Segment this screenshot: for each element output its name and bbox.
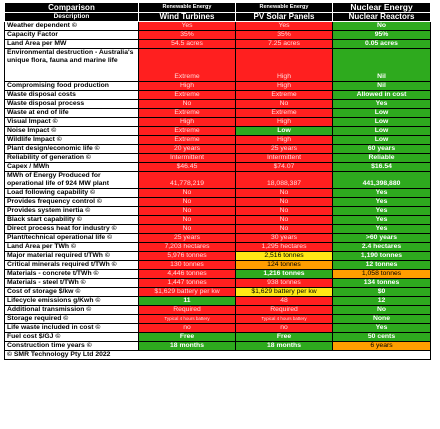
solar-value: Free bbox=[236, 333, 333, 342]
row-description: Lifecycle emissions g/Kwh © bbox=[5, 297, 139, 306]
nuclear-value: Low bbox=[333, 127, 431, 136]
table-row bbox=[5, 306, 431, 315]
table-row bbox=[5, 118, 431, 127]
row-description: Provides system inertia © bbox=[5, 207, 139, 216]
row-description: Storage required © bbox=[5, 315, 139, 324]
wind-value: 54.5 acres bbox=[139, 40, 236, 49]
solar-value: High bbox=[236, 49, 333, 82]
nuclear-value: 95% bbox=[333, 31, 431, 40]
header-row-category bbox=[5, 3, 431, 13]
nuclear-value: Allowed in cost bbox=[333, 91, 431, 100]
table-row bbox=[5, 297, 431, 306]
nuclear-value: 50 cents bbox=[333, 333, 431, 342]
nuclear-value: None bbox=[333, 315, 431, 324]
table-row bbox=[5, 145, 431, 154]
table-row bbox=[5, 127, 431, 136]
solar-value: 25 years bbox=[236, 145, 333, 154]
header-wind-turbines: Wind Turbines bbox=[139, 13, 236, 22]
solar-value: Low bbox=[236, 127, 333, 136]
solar-value: no bbox=[236, 324, 333, 333]
table-row bbox=[5, 91, 431, 100]
nuclear-value: Yes bbox=[333, 207, 431, 216]
wind-value: Intermittent bbox=[139, 154, 236, 163]
row-description: Cost of storage $/kw © bbox=[5, 288, 139, 297]
nuclear-value: Yes bbox=[333, 198, 431, 207]
nuclear-value: Nil bbox=[333, 82, 431, 91]
row-description: MWh of Energy Produced for operational life of 924 MW plant bbox=[5, 172, 139, 189]
wind-value: No bbox=[139, 207, 236, 216]
nuclear-value: Low bbox=[333, 118, 431, 127]
wind-value: Extreme bbox=[139, 91, 236, 100]
row-description: Waste disposal costs bbox=[5, 91, 139, 100]
nuclear-value: Yes bbox=[333, 189, 431, 198]
nuclear-value: 1,190 tonnes bbox=[333, 252, 431, 261]
nuclear-value: Yes bbox=[333, 216, 431, 225]
wind-value: $46.45 bbox=[139, 163, 236, 172]
nuclear-value: No bbox=[333, 22, 431, 31]
solar-value: Extreme bbox=[236, 109, 333, 118]
solar-value: 35% bbox=[236, 31, 333, 40]
wind-value: Extreme bbox=[139, 109, 236, 118]
table-row bbox=[5, 163, 431, 172]
header-row-technology bbox=[5, 13, 431, 22]
wind-value: 18 months bbox=[139, 342, 236, 351]
solar-value: 1,295 hectares bbox=[236, 243, 333, 252]
wind-value: No bbox=[139, 189, 236, 198]
row-description: Weather dependent © bbox=[5, 22, 139, 31]
table-row bbox=[5, 225, 431, 234]
nuclear-value: 441,398,880 bbox=[333, 172, 431, 189]
solar-value: Typical 4 hours battery bbox=[236, 315, 333, 324]
wind-value: High bbox=[139, 82, 236, 91]
header-renewable-energy-solar: Renewable Energy bbox=[236, 3, 333, 13]
solar-value: 30 years bbox=[236, 234, 333, 243]
table-row bbox=[5, 198, 431, 207]
row-description: Critical minerals required t/TWh © bbox=[5, 261, 139, 270]
nuclear-value: Nil bbox=[333, 49, 431, 82]
row-description: Capex / MWh bbox=[5, 163, 139, 172]
comparison-table-container bbox=[4, 2, 431, 360]
nuclear-value: $0 bbox=[333, 288, 431, 297]
header-nuclear-reactors: Nuclear Reactors bbox=[333, 13, 431, 22]
row-description: Life waste included in cost © bbox=[5, 324, 139, 333]
wind-value: 35% bbox=[139, 31, 236, 40]
table-row bbox=[5, 270, 431, 279]
solar-value: High bbox=[236, 118, 333, 127]
row-description: Land Area per TWh © bbox=[5, 243, 139, 252]
nuclear-value: No bbox=[333, 306, 431, 315]
nuclear-value: $16.54 bbox=[333, 163, 431, 172]
solar-value: 7.25 acres bbox=[236, 40, 333, 49]
wind-value: 130 tonnes bbox=[139, 261, 236, 270]
wind-value: 1,447 tonnes bbox=[139, 279, 236, 288]
solar-value: High bbox=[236, 136, 333, 145]
header-renewable-energy-wind: Renewable Energy bbox=[139, 3, 236, 13]
header-nuclear-energy: Nuclear Energy bbox=[333, 3, 431, 13]
wind-value: 5,976 tonnes bbox=[139, 252, 236, 261]
nuclear-value: 6 years bbox=[333, 342, 431, 351]
table-row bbox=[5, 82, 431, 91]
table-row bbox=[5, 207, 431, 216]
wind-value: Required bbox=[139, 306, 236, 315]
wind-value: 20 years bbox=[139, 145, 236, 154]
table-row bbox=[5, 189, 431, 198]
comparison-table bbox=[4, 2, 431, 360]
row-description: Waste disposal process bbox=[5, 100, 139, 109]
row-description: Plant/technical operational life © bbox=[5, 234, 139, 243]
table-row bbox=[5, 288, 431, 297]
solar-value: Intermittent bbox=[236, 154, 333, 163]
solar-value: 18 months bbox=[236, 342, 333, 351]
row-description: Construction time years © bbox=[5, 342, 139, 351]
wind-value: 7,203 hectares bbox=[139, 243, 236, 252]
table-row bbox=[5, 342, 431, 351]
row-description: Load following capability © bbox=[5, 189, 139, 198]
table-row bbox=[5, 234, 431, 243]
nuclear-value: Low bbox=[333, 136, 431, 145]
nuclear-value: 60 years bbox=[333, 145, 431, 154]
nuclear-value: Yes bbox=[333, 225, 431, 234]
row-description: Capacity Factor bbox=[5, 31, 139, 40]
nuclear-value: Yes bbox=[333, 100, 431, 109]
row-description: Black start capability © bbox=[5, 216, 139, 225]
wind-value: 11 bbox=[139, 297, 236, 306]
solar-value: No bbox=[236, 225, 333, 234]
wind-value: Typical 4 hours battery bbox=[139, 315, 236, 324]
wind-value: No bbox=[139, 216, 236, 225]
nuclear-value: Reliable bbox=[333, 154, 431, 163]
wind-value: Free bbox=[139, 333, 236, 342]
wind-value: $1,629 battery per kw bbox=[139, 288, 236, 297]
table-row bbox=[5, 22, 431, 31]
row-description: Major material required t/TWh © bbox=[5, 252, 139, 261]
table-row bbox=[5, 216, 431, 225]
row-description: Waste at end of life bbox=[5, 109, 139, 118]
row-description: Environmental destruction - Australia's unique flora, fauna and marine life bbox=[5, 49, 139, 82]
solar-value: 124 tonnes bbox=[236, 261, 333, 270]
row-description: Visual Impact © bbox=[5, 118, 139, 127]
wind-value: Extreme bbox=[139, 136, 236, 145]
table-row bbox=[5, 333, 431, 342]
row-description: Reliability of generation © bbox=[5, 154, 139, 163]
row-description: Materials - steel t/TWh © bbox=[5, 279, 139, 288]
solar-value: No bbox=[236, 207, 333, 216]
row-description: Additional transmission © bbox=[5, 306, 139, 315]
solar-value: Yes bbox=[236, 22, 333, 31]
table-row bbox=[5, 243, 431, 252]
table-row bbox=[5, 172, 431, 189]
wind-value: no bbox=[139, 324, 236, 333]
table-row bbox=[5, 324, 431, 333]
solar-value: 1,216 tonnes bbox=[236, 270, 333, 279]
wind-value: Yes bbox=[139, 22, 236, 31]
copyright-footer: © SMR Technology Pty Ltd 2022 bbox=[5, 351, 431, 360]
nuclear-value: 12 bbox=[333, 297, 431, 306]
comparison-table-body bbox=[5, 22, 431, 351]
wind-value: No bbox=[139, 198, 236, 207]
wind-value: No bbox=[139, 225, 236, 234]
table-row bbox=[5, 252, 431, 261]
row-description: Materials - concrete t/TWh © bbox=[5, 270, 139, 279]
nuclear-value: Low bbox=[333, 109, 431, 118]
row-description: Plant design/economic life © bbox=[5, 145, 139, 154]
solar-value: High bbox=[236, 82, 333, 91]
footer-row bbox=[5, 351, 431, 360]
nuclear-value: 1,058 tonnes bbox=[333, 270, 431, 279]
wind-value: Extreme bbox=[139, 49, 236, 82]
table-row bbox=[5, 154, 431, 163]
solar-value: 938 tonnes bbox=[236, 279, 333, 288]
table-row bbox=[5, 109, 431, 118]
header-comparison: Comparison bbox=[5, 3, 139, 13]
row-description: Land Area per MW bbox=[5, 40, 139, 49]
nuclear-value: 12 tonnes bbox=[333, 261, 431, 270]
wind-value: No bbox=[139, 100, 236, 109]
wind-value: 4,446 tonnes bbox=[139, 270, 236, 279]
solar-value: 2,516 tonnes bbox=[236, 252, 333, 261]
row-description: Compromising food production bbox=[5, 82, 139, 91]
wind-value: 25 years bbox=[139, 234, 236, 243]
wind-value: 41,778,219 bbox=[139, 172, 236, 189]
solar-value: No bbox=[236, 198, 333, 207]
table-row bbox=[5, 315, 431, 324]
table-row bbox=[5, 49, 431, 82]
row-description: Noise Impact © bbox=[5, 127, 139, 136]
header-pv-solar-panels: PV Solar Panels bbox=[236, 13, 333, 22]
row-description: Wildlife Impact © bbox=[5, 136, 139, 145]
row-description: Fuel cost $/GJ © bbox=[5, 333, 139, 342]
row-description: Direct process heat for industry © bbox=[5, 225, 139, 234]
table-row bbox=[5, 279, 431, 288]
solar-value: 18,088,387 bbox=[236, 172, 333, 189]
table-row bbox=[5, 100, 431, 109]
solar-value: $74.07 bbox=[236, 163, 333, 172]
solar-value: $1,629 battery per kw bbox=[236, 288, 333, 297]
header-description: Description bbox=[5, 13, 139, 22]
solar-value: No bbox=[236, 216, 333, 225]
row-description: Provides frequency control © bbox=[5, 198, 139, 207]
solar-value: 48 bbox=[236, 297, 333, 306]
nuclear-value: >60 years bbox=[333, 234, 431, 243]
table-row bbox=[5, 261, 431, 270]
nuclear-value: Yes bbox=[333, 324, 431, 333]
solar-value: No bbox=[236, 189, 333, 198]
wind-value: High bbox=[139, 118, 236, 127]
table-row bbox=[5, 40, 431, 49]
wind-value: Extreme bbox=[139, 127, 236, 136]
table-row bbox=[5, 136, 431, 145]
nuclear-value: 134 tonnes bbox=[333, 279, 431, 288]
solar-value: Required bbox=[236, 306, 333, 315]
nuclear-value: 2.4 hectares bbox=[333, 243, 431, 252]
table-row bbox=[5, 31, 431, 40]
solar-value: No bbox=[236, 100, 333, 109]
nuclear-value: 0.05 acres bbox=[333, 40, 431, 49]
solar-value: Extreme bbox=[236, 91, 333, 100]
